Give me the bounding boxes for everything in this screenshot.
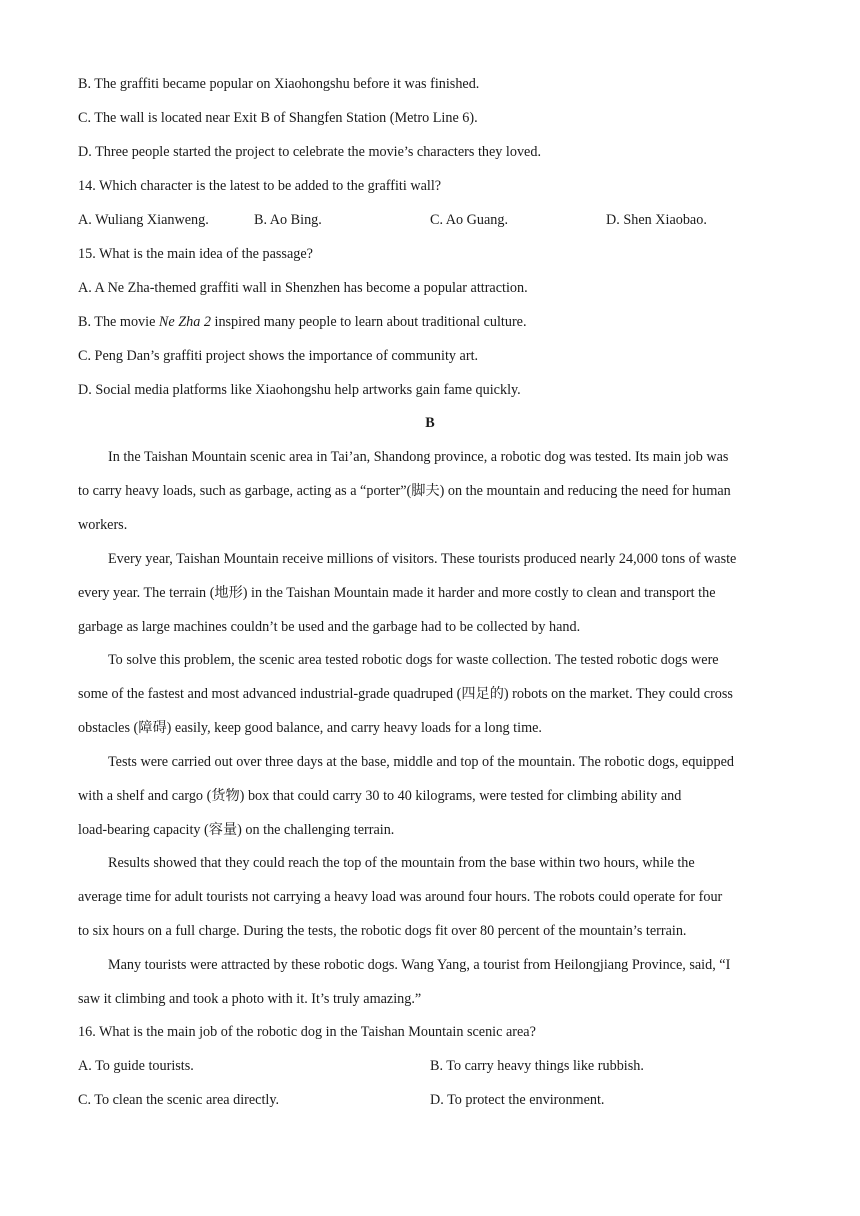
paragraph-line: Every year, Taishan Mountain receive millions of visitors. These tourists produced nearly 24,000 tons of waste xyxy=(108,551,737,567)
q15-option-b-prefix: B. The movie xyxy=(78,314,159,330)
q13-option-c: C. The wall is located near Exit B of Shangfen Station (Metro Line 6). xyxy=(78,110,478,126)
paragraph-line: garbage as large machines couldn’t be used and the garbage had to be collected by hand. xyxy=(78,619,581,635)
q14-option-d: D. Shen Xiaobao. xyxy=(606,212,707,228)
q16-option-c: C. To clean the scenic area directly. xyxy=(78,1092,280,1108)
paragraph-line: Results showed that they could reach the top of the mountain from the base within two hours, while the xyxy=(108,855,695,871)
q15-option-d: D. Social media platforms like Xiaohongshu help artworks gain fame quickly. xyxy=(78,382,521,398)
paragraph-line: every year. The terrain (地形) in the Taishan Mountain made it harder and more costly to clean and transport the xyxy=(78,585,716,601)
paragraph-line: To solve this problem, the scenic area tested robotic dogs for waste collection. The tested robotic dogs were xyxy=(108,652,719,668)
paragraph-line: to six hours on a full charge. During the tests, the robotic dogs fit over 80 percent of the mountain’s terrain. xyxy=(78,923,687,939)
paragraph-line: Tests were carried out over three days at the base, middle and top of the mountain. The robotic dogs, equipped xyxy=(108,754,734,770)
q16-question: 16. What is the main job of the robotic dog in the Taishan Mountain scenic area? xyxy=(78,1024,536,1040)
movie-title: Ne Zha 2 xyxy=(158,314,211,330)
paragraph-line: some of the fastest and most advanced industrial-grade quadruped (四足的) robots on the market. They could cross xyxy=(78,686,733,702)
q14-option-a: A. Wuliang Xianweng. xyxy=(78,212,209,228)
q16-option-a: A. To guide tourists. xyxy=(78,1058,194,1074)
q15-option-a: A. A Ne Zha-themed graffiti wall in Shenzhen has become a popular attraction. xyxy=(78,280,528,296)
q14-question: 14. Which character is the latest to be added to the graffiti wall? xyxy=(78,178,442,194)
paragraph-line: Many tourists were attracted by these robotic dogs. Wang Yang, a tourist from Heilongjiang Province, said, “I xyxy=(108,957,731,973)
q14-option-b: B. Ao Bing. xyxy=(254,212,322,228)
paragraph-line: with a shelf and cargo (货物) box that could carry 30 to 40 kilograms, were tested for climbing ability and xyxy=(78,788,682,804)
paragraph-line: to carry heavy loads, such as garbage, acting as a “porter”(脚夫) on the mountain and reducing the need for human xyxy=(78,483,731,499)
paragraph-line: In the Taishan Mountain scenic area in Tai’an, Shandong province, a robotic dog was tested. Its main job was xyxy=(108,449,729,465)
q15-option-b xyxy=(78,313,527,331)
q15-question: 15. What is the main idea of the passage? xyxy=(78,246,313,262)
paragraph-line: obstacles (障碍) easily, keep good balance, and carry heavy loads for a long time. xyxy=(78,720,542,736)
q14-option-c: C. Ao Guang. xyxy=(430,212,509,228)
section-heading: B xyxy=(425,415,435,431)
paragraph-line: average time for adult tourists not carrying a heavy load was around four hours. The robots could operate for four xyxy=(78,889,723,905)
paragraph-line: workers. xyxy=(78,517,128,533)
q15-option-b-suffix: inspired many people to learn about traditional culture. xyxy=(210,314,527,330)
q16-option-b: B. To carry heavy things like rubbish. xyxy=(430,1058,644,1074)
q13-option-d: D. Three people started the project to celebrate the movie’s characters they loved. xyxy=(78,144,541,160)
q16-option-d: D. To protect the environment. xyxy=(430,1092,605,1108)
q15-option-c: C. Peng Dan’s graffiti project shows the importance of community art. xyxy=(78,348,479,364)
q13-option-b: B. The graffiti became popular on Xiaohongshu before it was finished. xyxy=(78,76,480,92)
paragraph-line: load-bearing capacity (容量) on the challenging terrain. xyxy=(78,822,395,838)
paragraph-line: saw it climbing and took a photo with it. It’s truly amazing.” xyxy=(78,991,422,1007)
